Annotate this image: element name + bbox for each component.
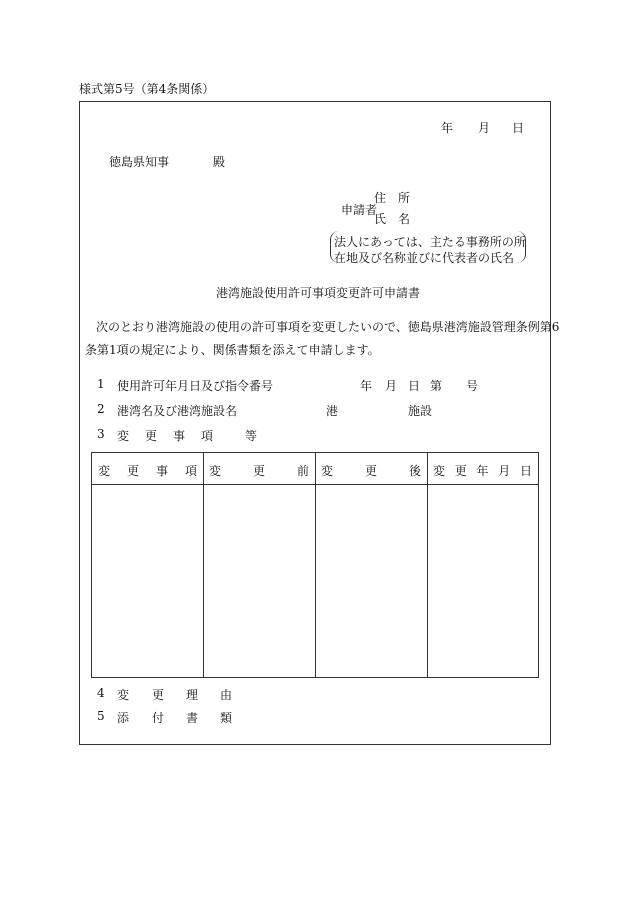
item-1-label: 使用許可年月日及び指令番号 — [117, 379, 274, 393]
applicant-note-line1: 法人にあっては、主たる事務所の所 — [334, 235, 526, 249]
date-year: 年 — [441, 121, 454, 135]
item-2-number: 2 — [97, 402, 105, 416]
header-char: 事 — [155, 464, 168, 478]
document-title: 港湾施設使用許可事項変更許可申請書 — [216, 286, 421, 300]
item-2-label: 港湾名及び港湾施設名 — [117, 404, 238, 418]
header-char: 後 — [408, 464, 421, 478]
item-1-month: 月 — [385, 379, 398, 393]
item-5-number: 5 — [97, 709, 105, 723]
item-2-port: 港 — [326, 404, 339, 418]
table-column-divider — [427, 453, 428, 677]
address-label: 住 所 — [374, 191, 411, 205]
body-line-1: 次のとおり港湾施設の使用の許可事項を変更したいので、徳島県港湾施設管理条例第6 — [96, 320, 560, 334]
table-header-divider — [92, 484, 538, 485]
item-5-char-2: 付 — [152, 711, 165, 725]
body-line-2: 条第1項の規定により、関係書類を添えて申請します。 — [85, 343, 380, 357]
applicant-note-line2: 在地及び名称並びに代表者の氏名 — [334, 251, 515, 265]
changes-table — [91, 452, 539, 678]
name-label: 氏 名 — [374, 212, 411, 226]
date-month: 月 — [478, 121, 491, 135]
item-4-number: 4 — [97, 686, 105, 700]
header-char: 月 — [498, 464, 511, 478]
table-header-before — [209, 462, 309, 479]
item-1-day: 日 — [408, 379, 421, 393]
header-char: 変 — [209, 464, 222, 478]
item-4-char-2: 更 — [152, 688, 165, 702]
item-1-year: 年 — [360, 379, 373, 393]
header-char: 変 — [321, 464, 334, 478]
honorific: 殿 — [213, 155, 226, 169]
item-3-char-4: 項 — [201, 429, 214, 443]
item-1-number: 1 — [97, 377, 105, 391]
table-header-change-date — [433, 462, 532, 479]
item-4-char-3: 理 — [186, 688, 199, 702]
table-header-change-item — [98, 462, 197, 479]
header-char: 更 — [364, 464, 377, 478]
applicant-label: 申請者 — [341, 203, 378, 217]
item-3-char-5: 等 — [245, 429, 258, 443]
item-3-char-2: 更 — [145, 429, 158, 443]
header-char: 変 — [433, 464, 446, 478]
item-3-char-3: 事 — [173, 429, 186, 443]
item-4-char-1: 変 — [117, 688, 130, 702]
header-char: 更 — [454, 464, 467, 478]
header-char: 更 — [126, 464, 139, 478]
header-char: 変 — [98, 464, 111, 478]
header-char: 更 — [252, 464, 265, 478]
item-5-char-3: 書 — [186, 711, 199, 725]
table-column-divider — [203, 453, 204, 677]
item-3-number: 3 — [97, 427, 105, 441]
item-5-char-4: 類 — [220, 711, 233, 725]
item-1-dai: 第 — [430, 379, 443, 393]
header-char: 前 — [296, 464, 309, 478]
date-day: 日 — [512, 121, 525, 135]
header-char: 日 — [519, 464, 532, 478]
header-char: 年 — [476, 464, 489, 478]
table-header-after — [321, 462, 421, 479]
item-1-gou: 号 — [466, 379, 479, 393]
form-number-label: 様式第5号（第4条関係） — [79, 82, 215, 96]
item-5-char-1: 添 — [117, 711, 130, 725]
header-char: 項 — [184, 464, 197, 478]
table-column-divider — [315, 453, 316, 677]
item-2-facility: 施設 — [408, 404, 433, 418]
item-3-char-1: 変 — [117, 429, 130, 443]
addressee: 徳島県知事 — [109, 155, 170, 169]
item-4-char-4: 由 — [220, 688, 233, 702]
